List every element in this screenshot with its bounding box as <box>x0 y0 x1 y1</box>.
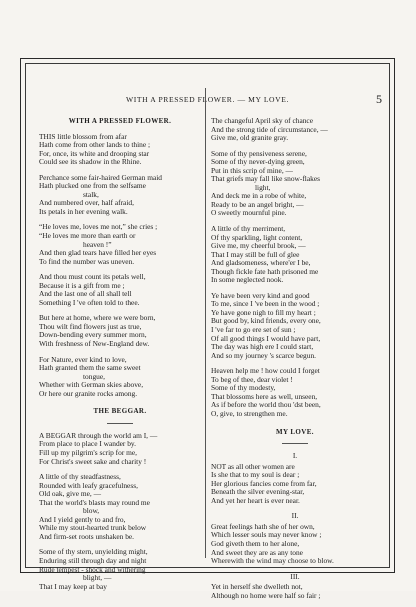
verse-line: I 've far to go ere set of sun ; <box>211 325 296 335</box>
verse-line: Is she that to my soul is dear ; <box>211 470 300 480</box>
verse-line: Enduring still through day and night <box>39 555 147 565</box>
verse-line: From place to place I wander by. <box>39 439 136 449</box>
title-rule <box>282 443 308 444</box>
verse-line: Of all good things I would have part, <box>211 333 321 343</box>
stanza <box>39 273 201 307</box>
section-numeral: III. <box>290 571 300 581</box>
verse-line: For Nature, ever kind to love, <box>39 354 127 364</box>
stanza <box>39 432 201 466</box>
verse-line: And the last one of all shall tell <box>39 289 132 299</box>
verse-line: Wherewith the wind may choose to blow. <box>211 556 334 566</box>
verse-line: That griefs may fall like snow-flakes <box>211 174 320 184</box>
verse-line: Old oak, give me, — <box>39 489 101 499</box>
verse-line: Though fickle fate hath prisoned me <box>211 266 319 276</box>
verse-line: Heaven help me ! how could I forget <box>211 366 320 376</box>
poem-pressed-flower <box>39 133 201 399</box>
running-title: WITH A PRESSED FLOWER. — MY LOVE. <box>126 95 289 104</box>
verse-line: Although no home were half so fair ; <box>211 590 321 600</box>
verse-line: Some of thy modesty, <box>211 383 276 393</box>
section-numeral: I. <box>292 451 298 461</box>
verse-line: To find the number was uneven. <box>39 256 135 266</box>
verse-line: While my stout-hearted trunk below <box>39 523 147 533</box>
verse-line: Hath granted them the same sweet <box>39 363 141 373</box>
verse-line: light, <box>255 182 271 192</box>
verse-line: And the strong tide of circumstance, — <box>211 124 328 134</box>
stanza <box>211 583 379 600</box>
left-column <box>39 117 201 598</box>
verse-line: And thou must count its petals well, <box>39 272 146 282</box>
verse-line: Thou wilt find flowers just as true, <box>39 321 142 331</box>
verse-line: Fill up my pilgrim's scrip for me, <box>39 447 138 457</box>
verse-line: To beg of thee, dear violet ! <box>211 374 293 384</box>
verse-line: Of thy sparkling, light content, <box>211 232 303 242</box>
poem-my-love <box>211 452 379 600</box>
verse-line: And firm-set roots unshaken be. <box>39 531 135 541</box>
verse-line: And numbered over, half afraid, <box>39 198 134 208</box>
verse-line: blow, <box>83 506 100 516</box>
verse-line: And yet her heart is ever near. <box>211 495 300 505</box>
stanza <box>211 523 379 566</box>
verse-line: Which lesser souls may never know ; <box>211 530 322 540</box>
verse-line: Her glorious fancies come from far, <box>211 478 317 488</box>
verse-line: The changeful April sky of chance <box>211 116 313 125</box>
stanza <box>39 548 201 591</box>
poem-beggar <box>39 432 201 591</box>
verse-line: Rounded with leafy gracefulness, <box>39 480 138 490</box>
verse-line: But here at home, where we were born, <box>39 313 156 323</box>
verse-line: Hath plucked one from the selfsame <box>39 181 146 191</box>
verse-line: Some of thy never-dying green, <box>211 157 305 167</box>
verse-line: tongue, <box>83 371 105 381</box>
verse-line: Rude tempest - shock and withering <box>39 564 146 574</box>
stanza <box>39 133 201 167</box>
verse-line: For Christ's sweet sake and charity ! <box>39 456 147 466</box>
verse-line: As if before the world thou 'dst been, <box>211 400 321 410</box>
verse-line: And so my journey 's scarce begun. <box>211 350 316 360</box>
verse-line: God giveth them to her alone, <box>211 538 300 548</box>
verse-line: heaven !” <box>83 239 112 249</box>
stanza <box>39 314 201 348</box>
verse-line: Yet in herself she dwelleth not, <box>211 582 303 592</box>
verse-line: Because it is a gift from me ; <box>39 280 125 290</box>
verse-line: Or here our granite rocks among. <box>39 388 138 398</box>
verse-line: And then glad tears have filled her eyes <box>39 248 157 258</box>
verse-line: Ye have been very kind and good <box>211 290 310 300</box>
verse-line: In some neglected nook. <box>211 275 284 285</box>
verse-line: O sweetly mournful pine. <box>211 208 287 218</box>
verse-line: And I yield gently to and fro, <box>39 514 126 524</box>
verse-line: A BEGGAR through the world am I, — <box>39 430 158 440</box>
stanza <box>39 174 201 217</box>
verse-line: That the world's blasts may round me <box>39 497 150 507</box>
verse-line: Give me, old granite gray. <box>211 133 289 143</box>
verse-line: Beneath the silver evening-star, <box>211 487 305 497</box>
stanza <box>211 463 379 506</box>
verse-line: Down-bending every summer morn, <box>39 330 147 340</box>
verse-line: And deck me in a robe of white, <box>211 191 307 201</box>
poem-beggar-continued <box>211 117 379 419</box>
verse-line: And gladsomeness, where'er I be, <box>211 258 311 268</box>
verse-line: Whether with German skies above, <box>39 380 144 390</box>
verse-line: Hath come from other lands to thine ; <box>39 140 151 150</box>
verse-line: Great feelings hath she of her own, <box>211 521 315 531</box>
stanza <box>211 292 379 360</box>
stanza <box>211 367 379 418</box>
stanza <box>211 117 379 143</box>
verse-line: Its petals in her evening walk. <box>39 206 128 216</box>
verse-line: Some of thy pensiveness serene, <box>211 148 307 158</box>
right-column <box>211 117 379 607</box>
verse-line: blight, — <box>83 573 112 583</box>
column-divider <box>205 88 206 558</box>
verse-line: That I may still be full of glee <box>211 249 300 259</box>
page-number: 5 <box>376 92 382 106</box>
verse-line: A little of thy steadfastness, <box>39 472 121 482</box>
verse-line: O, give, to strengthen me. <box>211 408 288 418</box>
verse-line: THIS little blossom from afar <box>39 131 127 141</box>
verse-line: And sweet they are as any tone <box>211 547 303 557</box>
section-numeral: II. <box>291 511 299 521</box>
stanza <box>39 223 201 266</box>
verse-line: To me, since I 've been in the wood ; <box>211 299 320 309</box>
poem-title-pressed-flower: WITH A PRESSED FLOWER. <box>68 117 172 125</box>
verse-line: Could see its shadow in the Rhine. <box>39 157 142 167</box>
verse-line: A little of thy merriment, <box>211 224 286 234</box>
verse-line: That blossoms here as well, unseen, <box>211 391 318 401</box>
verse-line: Give me, my cheerful brook, — <box>211 241 306 251</box>
poem-title-beggar: THE BEGGAR. <box>93 407 147 416</box>
stanza <box>39 473 201 541</box>
verse-line: “He loves me, loves me not,” she cries ; <box>39 222 158 232</box>
verse-line: stalk, <box>83 189 99 199</box>
verse-line: Something I 've often told to thee. <box>39 297 140 307</box>
stanza <box>211 150 379 218</box>
verse-line: Put in this scrip of mine, — <box>211 165 293 175</box>
verse-line: With freshness of New-England dew. <box>39 339 150 349</box>
verse-line: Perchance some fair-haired German maid <box>39 172 162 182</box>
running-header <box>40 92 386 109</box>
verse-line: Ye have gone nigh to fill my heart ; <box>211 307 316 317</box>
verse-line: But good by, kind friends, every one, <box>211 316 321 326</box>
title-rule <box>107 423 133 424</box>
stanza <box>211 225 379 285</box>
verse-line: “He loves me more than earth or <box>39 231 136 241</box>
verse-line: Ready to be an angel bright, — <box>211 199 304 209</box>
verse-line: For, once, its white and drooping star <box>39 148 150 158</box>
verse-line: The day was high ere I could start, <box>211 342 314 352</box>
poem-title-my-love: MY LOVE. <box>276 427 314 436</box>
verse-line: That I may keep at bay <box>39 581 107 591</box>
verse-line: Some of thy stern, unyielding might, <box>39 547 148 557</box>
stanza <box>39 356 201 399</box>
verse-line: NOT as all other women are <box>211 461 295 471</box>
